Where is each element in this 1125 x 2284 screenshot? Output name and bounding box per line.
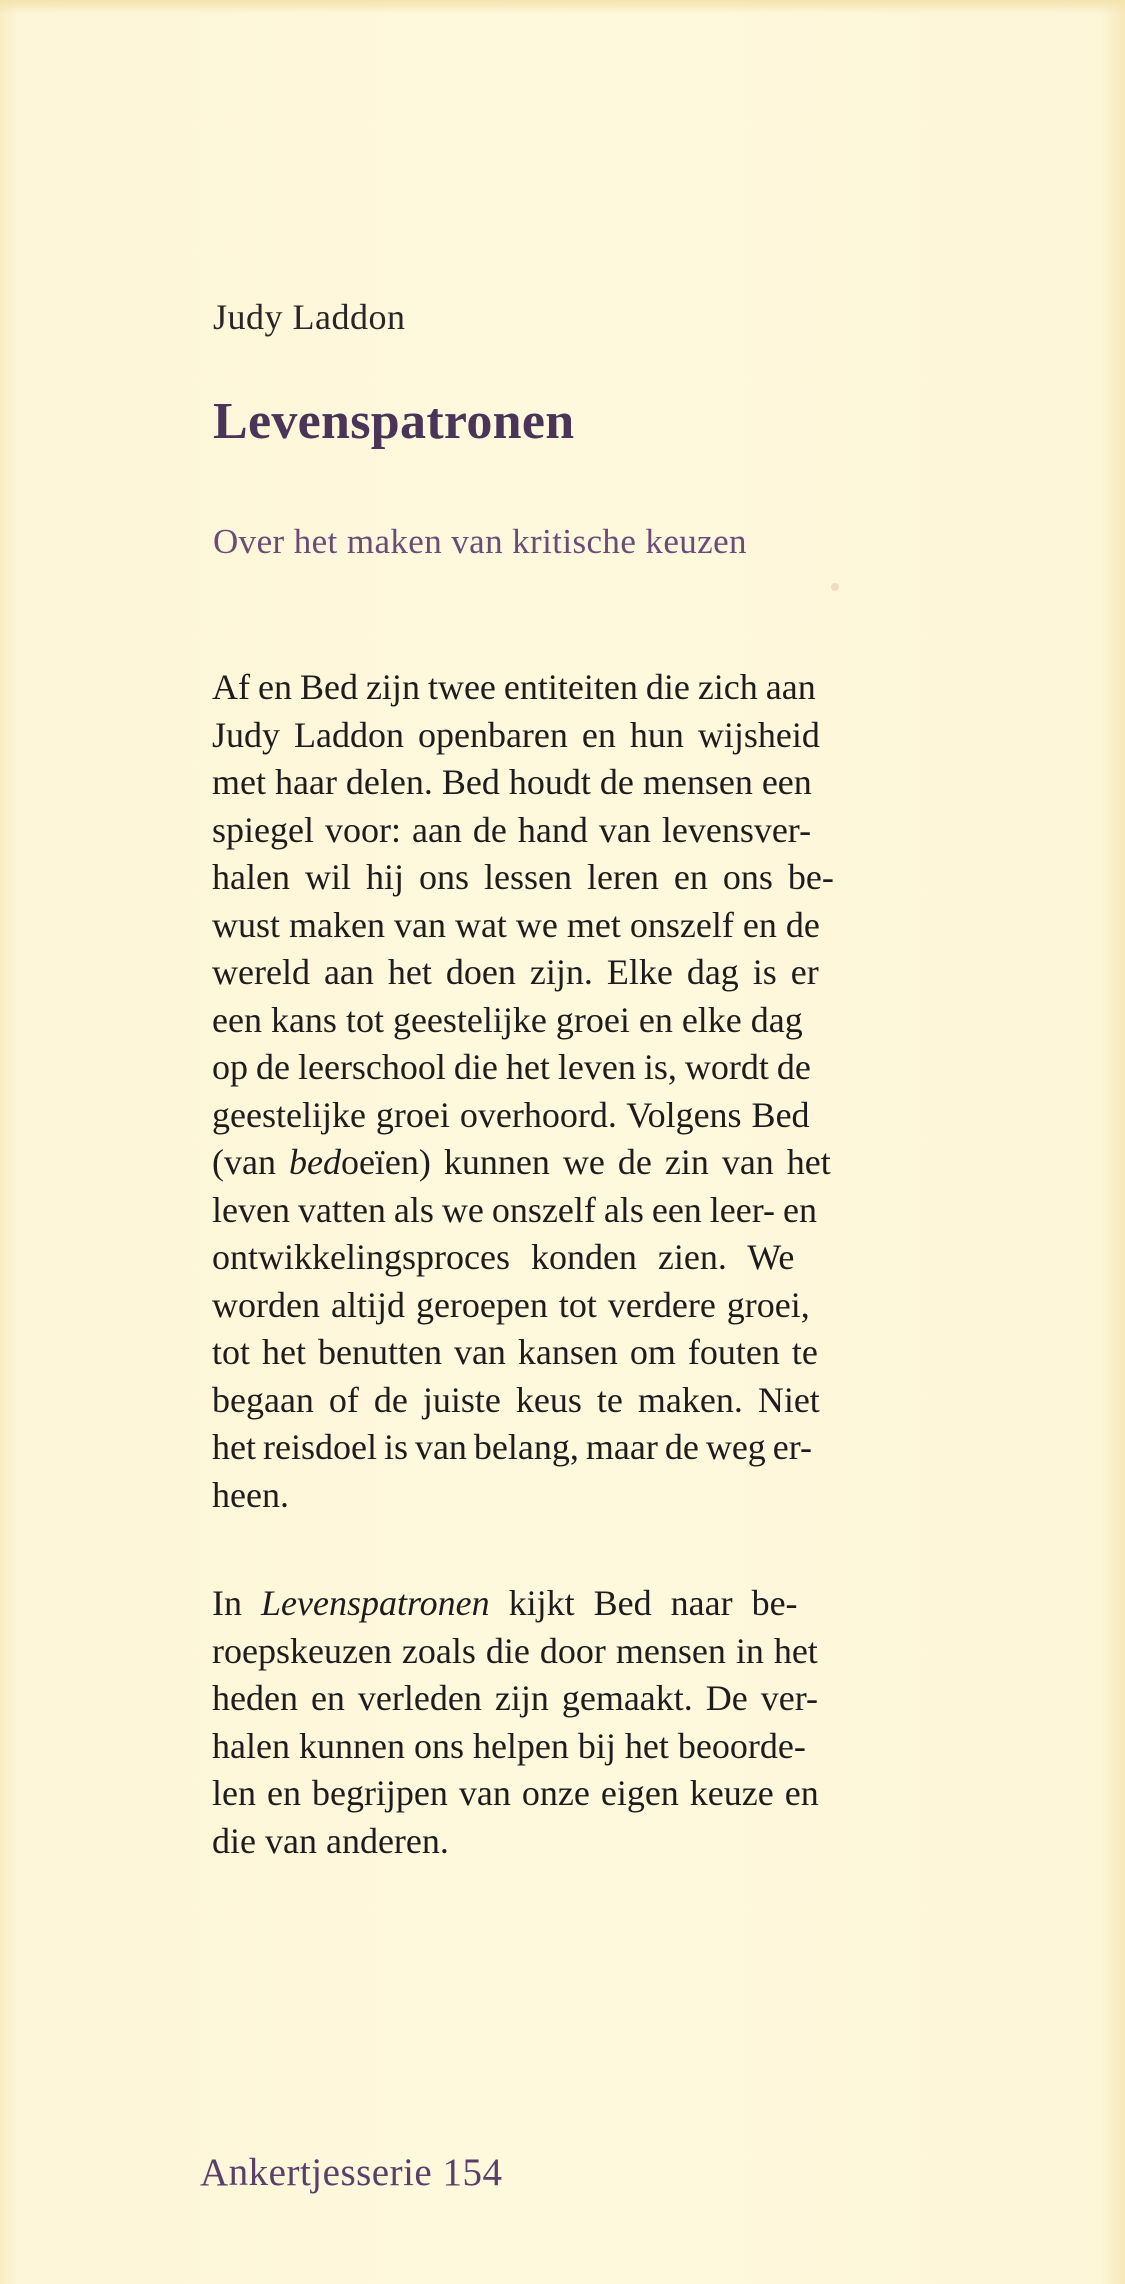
paper-speck: [831, 583, 839, 591]
text-line: Af en Bed zijn twee entiteiten die zich aan: [212, 667, 816, 707]
text-fragment: oeïen) kunnen we de zin van het: [340, 1142, 831, 1182]
text-fragment: kijkt Bed naar be-: [489, 1583, 798, 1623]
text-line: halen kunnen ons helpen bij het beoorde-: [212, 1725, 806, 1766]
author-name: Judy Laddon: [213, 297, 406, 337]
text-line: geestelijke groei overhoord. Volgens Bed: [212, 1094, 810, 1135]
italic-fragment: Levenspatronen: [261, 1583, 490, 1623]
text-line: [212, 1139, 952, 1187]
text-line: het reisdoel is van belang, maar de weg er-: [212, 1427, 813, 1467]
text-line: wereld aan het doen zijn. Elke dag is er: [212, 952, 819, 992]
book-subtitle: Over het maken van kritische keuzen: [213, 522, 747, 561]
text-line: worden altijd geroepen tot verdere groei,: [212, 1284, 810, 1325]
text-line: op de leerschool die het leven is, wordt de: [212, 1047, 811, 1087]
text-line: halen wil hij ons lessen leren en ons be-: [212, 857, 834, 897]
text-line: begaan of de juiste keus te maken. Niet: [212, 1379, 820, 1420]
text-line: roepskeuzen zoals die door mensen in het: [212, 1630, 818, 1671]
text-fragment: (van: [212, 1142, 289, 1182]
book-title: Levenspatronen: [213, 393, 575, 450]
series-label: Ankertjesserie 154: [200, 2151, 503, 2194]
text-line: heden en verleden zijn gemaakt. De ver-: [212, 1678, 818, 1718]
italic-fragment: bed: [288, 1142, 341, 1182]
text-line: heen.: [212, 1474, 289, 1515]
text-line: die van anderen.: [212, 1820, 449, 1861]
text-line: met haar delen. Bed houdt de mensen een: [212, 762, 812, 802]
text-line: spiegel voor: aan de hand van levensver-: [212, 809, 812, 850]
text-line: [212, 1580, 952, 1628]
text-fragment: In: [212, 1583, 261, 1623]
blurb-paragraph-2: [212, 1580, 952, 1865]
text-line: tot het benutten van kansen om fouten te: [212, 1332, 818, 1372]
text-line: Judy Laddon openbaren en hun wijsheid: [212, 714, 820, 755]
blurb-paragraph-1: [212, 664, 952, 1519]
text-line: een kans tot geestelijke groei en elke dag: [212, 999, 803, 1040]
text-line: len en begrijpen van onze eigen keuze en: [212, 1773, 819, 1813]
text-line: ontwikkelingsproces konden zien. We: [212, 1237, 795, 1277]
text-line: leven vatten als we onszelf als een leer- en: [212, 1189, 817, 1230]
text-line: wust maken van wat we met onszelf en de: [212, 904, 820, 945]
